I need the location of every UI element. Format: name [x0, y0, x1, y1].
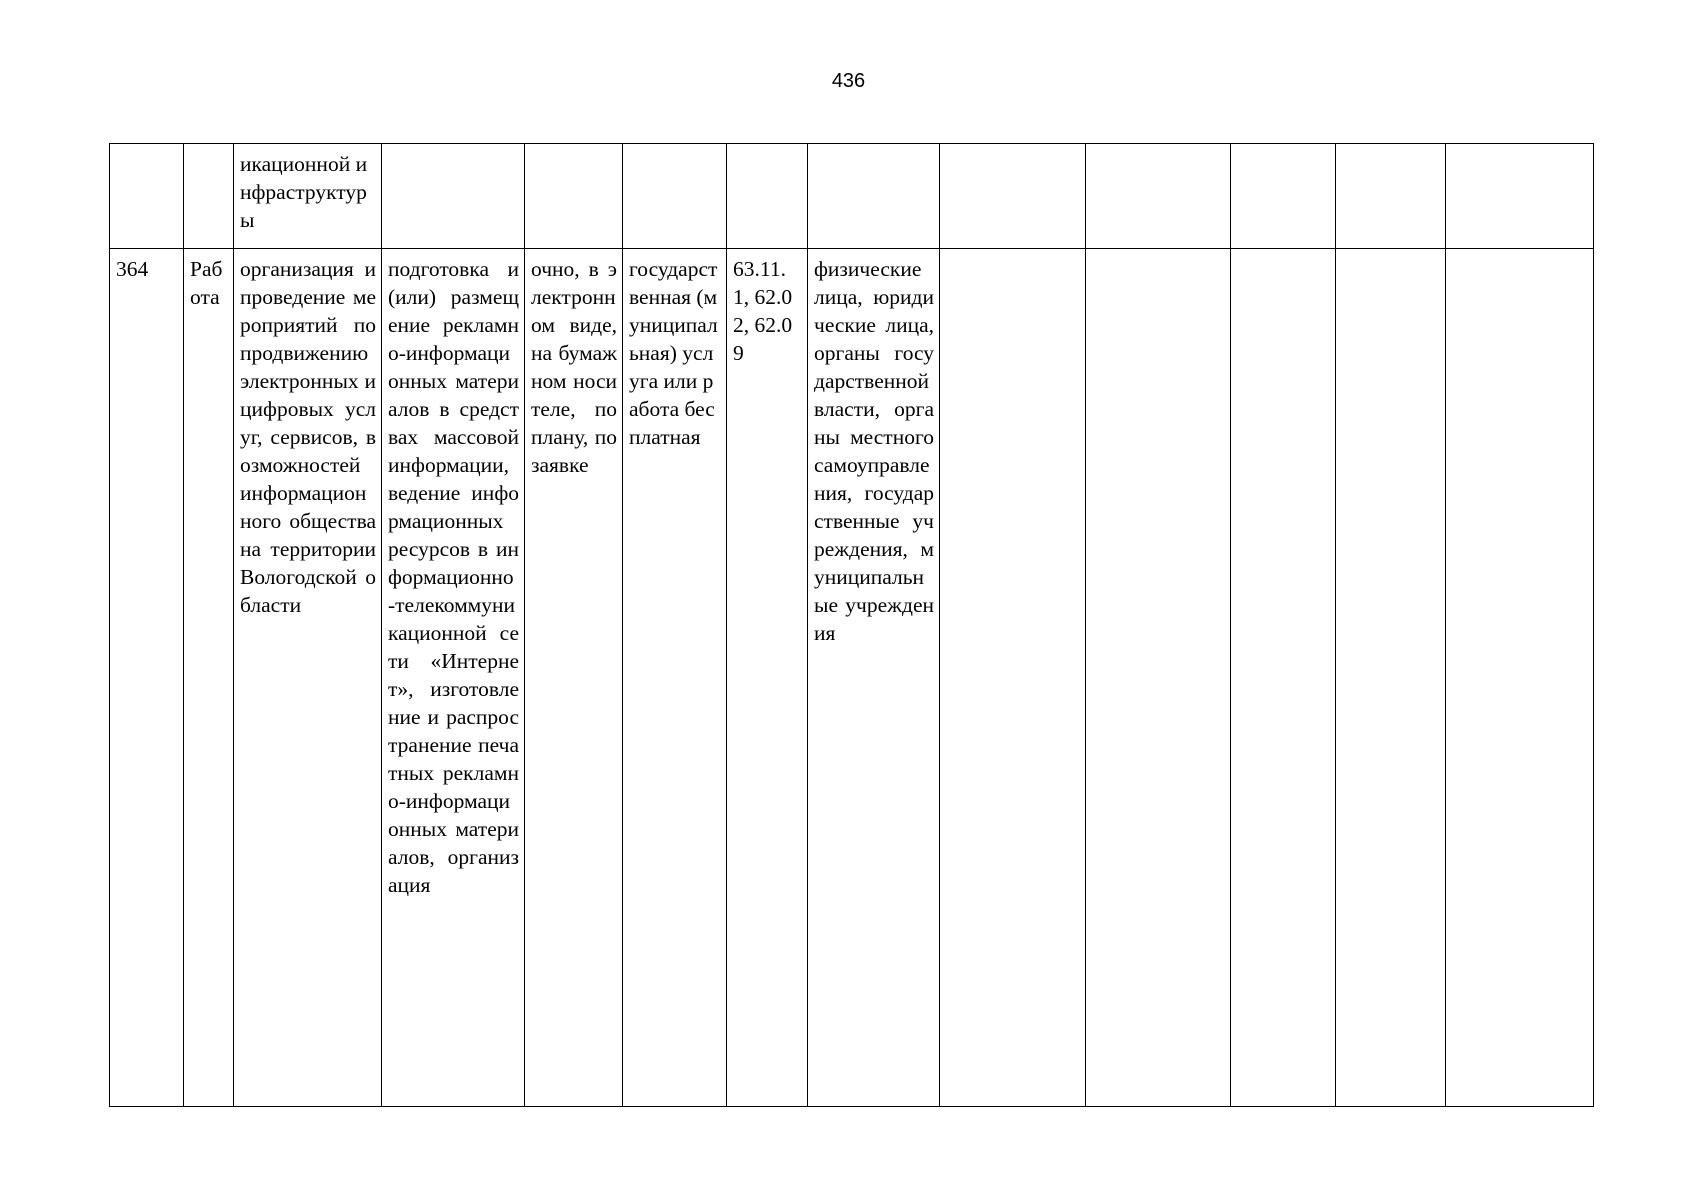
- cell-okved: 63.11.1, 62.02, 62.09: [727, 249, 808, 1107]
- page-number: 436: [831, 70, 866, 92]
- cell-form: [525, 144, 623, 249]
- cell-number: 364: [110, 249, 184, 1107]
- cell-col10: [1086, 249, 1231, 1107]
- cell-col12: [1336, 249, 1446, 1107]
- cell-type: [184, 144, 234, 249]
- cell-col9: [940, 249, 1086, 1107]
- cell-consumers: [808, 144, 940, 249]
- table-row-364: [110, 249, 1594, 1107]
- cell-consumers: физические лица, юридические лица, органы государственной власти, органы местного самоуправления, государственные учреждения, муниципальные учреждения: [808, 249, 940, 1107]
- cell-col13: [1446, 249, 1594, 1107]
- table-row-continuation: [110, 144, 1594, 249]
- cell-name: организация и проведение мероприятий по продвижению электронных и цифровых услуг, сервисов, возможностей информационного общества на территории Вологодской области: [234, 249, 382, 1107]
- cell-type: Работа: [184, 249, 234, 1107]
- cell-content: подготовка и (или) размещение рекламно-информационных материалов в средствах массовой информации, ведение информационных ресурсов в информационно-телекоммуникационной сети «Интернет», изготовление и распространение печатных рекламно-информационных материалов, организация: [382, 249, 525, 1107]
- cell-col10: [1086, 144, 1231, 249]
- cell-content: [382, 144, 525, 249]
- cell-form: очно, в электронном виде, на бумажном носителе, по плану, по заявке: [525, 249, 623, 1107]
- cell-col13: [1446, 144, 1594, 249]
- cell-kind: [623, 144, 727, 249]
- cell-col9: [940, 144, 1086, 249]
- cell-col11: [1231, 249, 1336, 1107]
- services-table: [109, 143, 1594, 1107]
- cell-number: [110, 144, 184, 249]
- cell-col11: [1231, 144, 1336, 249]
- cell-kind: государственная (муниципальная) услуга или работа бесплатная: [623, 249, 727, 1107]
- cell-name: икационной инфраструктуры: [234, 144, 382, 249]
- cell-col12: [1336, 144, 1446, 249]
- cell-okved: [727, 144, 808, 249]
